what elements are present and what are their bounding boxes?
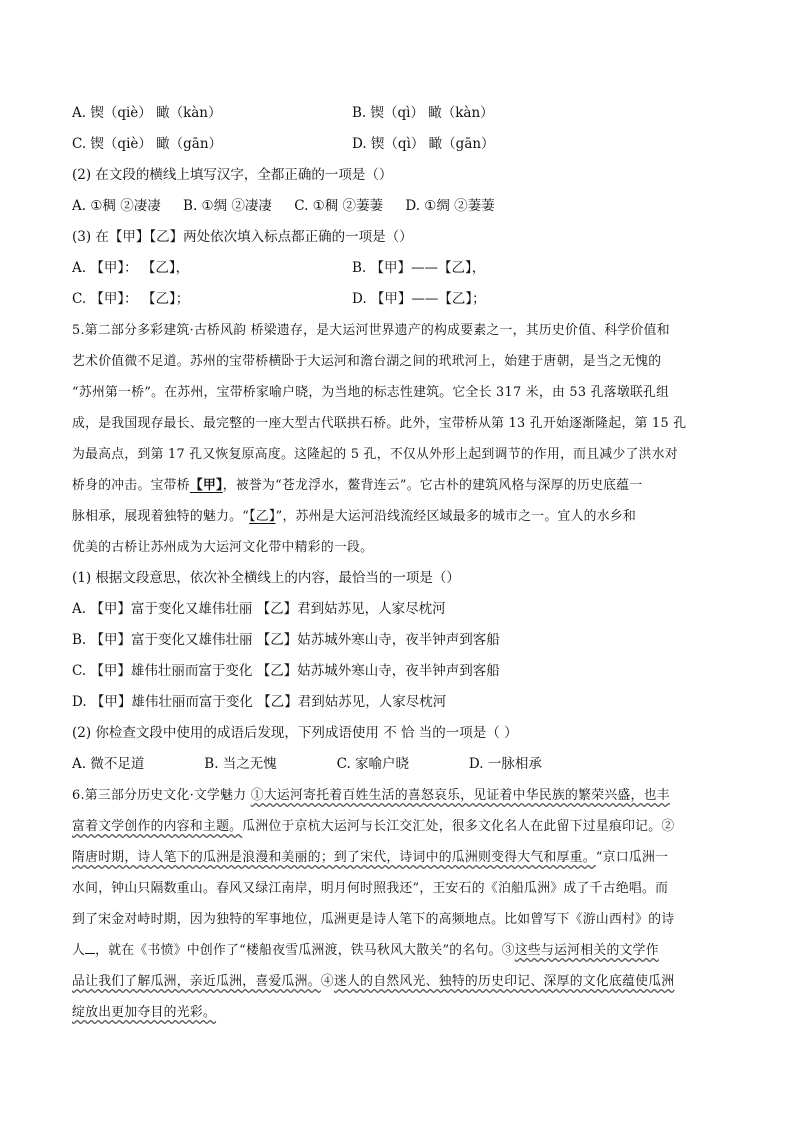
q5-sub1-prompt: (1) 根据文段意思，依次补全横线上的内容，最恰当的一项是（） — [72, 570, 460, 586]
q5-sub1-option-d[interactable]: D. 【甲】雄伟壮丽而富于变化 【乙】君到姑苏见，人家尽枕河 — [72, 694, 447, 710]
q4-sub3-options-row2 — [72, 284, 722, 315]
sentence-3-cont: 品让我们了解瓜洲，亲近瓜洲，喜爱瓜洲。 — [72, 974, 321, 989]
q5-sub1-option-b[interactable]: B. 【甲】富于变化又雄伟壮丽 【乙】姑苏城外寒山寺，夜半钟声到客船 — [72, 632, 500, 648]
q5-sub1-option-a[interactable]: A. 【甲】富于变化又雄伟壮丽 【乙】君到姑苏见，人家尽枕河 — [72, 601, 446, 617]
q4-options-row2 — [72, 129, 722, 160]
passage-text: 6.第三部分历史文化·文学魅力 — [72, 788, 251, 803]
q4-sub3-prompt: (3) 在【甲】【乙】两处依次填入标点都正确的一项是（） — [72, 229, 413, 245]
q4-sub2-options — [72, 191, 722, 222]
q5-passage-line: 5.第二部分多彩建筑·古桥风韵 桥梁遗存，是大运河世界遗产的构成要素之一，其历史价值、科学价值和 — [72, 323, 670, 338]
q4-sub3-option-a[interactable]: A. 【甲】： 【乙】， — [72, 260, 190, 276]
q5-passage-line: 艺术价值微不足道。苏州的宝带桥横卧于大运河和澹台湖之间的玳玳河上，始建于唐朝，是当之无愧的 — [72, 354, 662, 369]
q4-sub3-options-row1 — [72, 253, 722, 284]
q4-sub2-option-d[interactable]: D. ①绸 ②萋萋 — [405, 198, 495, 214]
q5-passage-line: 为最高点，到第 17 孔又恢复原高度。这隆起的 5 孔，不仅从外形上起到调节的作用，而且减少了洪水对 — [72, 447, 678, 462]
q5-passage-line: 优美的古桥让苏州成为大运河文化带中精彩的一段。 — [72, 540, 374, 555]
passage-text: ④ — [320, 974, 334, 989]
passage-text: 桥身的冲击。宝带桥 — [72, 478, 190, 493]
sentence-4: 迷人的自然风光、独特的历史印记、深厚的文化底蕴使瓜洲 — [333, 974, 675, 989]
q6-passage-line — [72, 842, 722, 873]
passage-text: 人 — [72, 943, 86, 958]
q6-passage-line — [72, 780, 722, 811]
blank-yi: 【乙】 — [249, 509, 276, 524]
q6-passage-line: 水间，钟山只隔数重山。春风又绿江南岸，明月何时照我还”，王安石的《泊船瓜洲》成了千古绝唱。而 — [72, 881, 669, 896]
q6-passage-line — [72, 966, 722, 997]
q5-sub2-option-c[interactable]: C. 家喻户晓 — [336, 756, 410, 772]
q6-passage-line — [72, 811, 722, 842]
fill-blank[interactable] — [85, 953, 95, 954]
q4-option-d[interactable]: D. 锲（qì） 瞰（gān） — [352, 136, 495, 152]
sentence-1: ①大运河寄托着百姓生活的喜怒哀乐，见证着中华民族的繁荣兴盛，也丰 — [250, 788, 670, 803]
passage-text: ”，苏州是大运河沿线流经区域最多的城市之一。宜人的水乡和 — [275, 509, 637, 524]
passage-text: ，就在《书愤》中创作了“楼船夜雪瓜洲渡，铁马秋风大散关”的名句。③ — [95, 943, 515, 958]
q4-sub2-option-a[interactable]: A. ①稠 ②凄凄 — [72, 198, 161, 214]
q4-options-row1 — [72, 98, 722, 129]
q5-sub2-prompt: (2) 你检查文段中使用的成语后发现，下列成语使用 不 恰 当的一项是（ ） — [72, 725, 518, 741]
sentence-3: 这些与运河相关的文学作 — [514, 943, 659, 958]
passage-text: 脉相承，展现着独特的魅力。“ — [72, 509, 250, 524]
q4-option-c[interactable]: C. 锲（qiè） 瞰（gān） — [72, 136, 223, 152]
passage-text: “京口瓜洲一 — [595, 850, 669, 865]
sentence-1-cont: 富着文学创作的内容和主题。 — [72, 819, 243, 834]
q4-sub2-option-c[interactable]: C. ①稠 ②萋萋 — [294, 198, 384, 214]
passage-text: 瓜洲位于京杭大运河与长江交汇处，很多文化名人在此留下过星痕印记。② — [242, 819, 675, 834]
q5-sub2-option-a[interactable]: A. 微不足道 — [72, 756, 145, 772]
q4-sub3-option-c[interactable]: C. 【甲】： 【乙】； — [72, 291, 190, 307]
q5-sub2-option-d[interactable]: D. 一脉相承 — [468, 756, 542, 772]
sentence-4-cont: 绽放出更加夺目的光彩。 — [72, 1005, 217, 1020]
q4-sub2-prompt: (2) 在文段的横线上填写汉字，全都正确的一项是（） — [72, 167, 393, 183]
q6-passage-line: 到了宋金对峙时期，因为独特的军事地位，瓜洲更是诗人笔下的高频地点。比如曾写下《游山西村》的诗 — [72, 912, 675, 927]
q4-option-a[interactable]: A. 锲（qiè） 瞰（kàn） — [72, 105, 222, 121]
q5-passage-line — [72, 470, 722, 501]
q4-sub2-option-b[interactable]: B. ①绸 ②凄凄 — [183, 198, 272, 214]
q4-sub3-option-b[interactable]: B. 【甲】——【乙】， — [352, 260, 486, 276]
q5-sub2-option-b[interactable]: B. 当之无愧 — [204, 756, 277, 772]
sentence-2: 隋唐时期，诗人笔下的瓜洲是浪漫和美丽的；到了宋代，诗词中的瓜洲则变得大气和厚重。 — [72, 850, 596, 865]
q6-passage-line — [72, 935, 722, 966]
q4-option-b[interactable]: B. 锲（qì） 瞰（kàn） — [352, 105, 494, 121]
passage-text: ，被誉为“苍龙浮水，鳌背连云”。它古朴的建筑风格与深厚的历史底蕴一 — [222, 478, 643, 493]
blank-jia: 【甲】 — [189, 478, 223, 493]
q5-sub1-option-c[interactable]: C. 【甲】雄伟壮丽而富于变化 【乙】姑苏城外寒山寺，夜半钟声到客船 — [72, 663, 500, 679]
q5-passage-line: 成，是我国现存最长、最完整的一座大型古代联拱石桥。此外，宝带桥从第 13 孔开始逐渐隆起，第 15 孔 — [72, 416, 687, 431]
q6-passage-line — [72, 997, 722, 1028]
q5-passage-line — [72, 501, 722, 532]
q4-sub3-option-d[interactable]: D. 【甲】——【乙】； — [352, 291, 486, 307]
document-page — [72, 98, 722, 1028]
q5-passage-line: “苏州第一桥”。在苏州，宝带桥家喻户晓，为当地的标志性建筑。它全长 317 米，由 53 孔落墩联孔组 — [72, 385, 670, 400]
q5-sub2-options — [72, 749, 722, 780]
